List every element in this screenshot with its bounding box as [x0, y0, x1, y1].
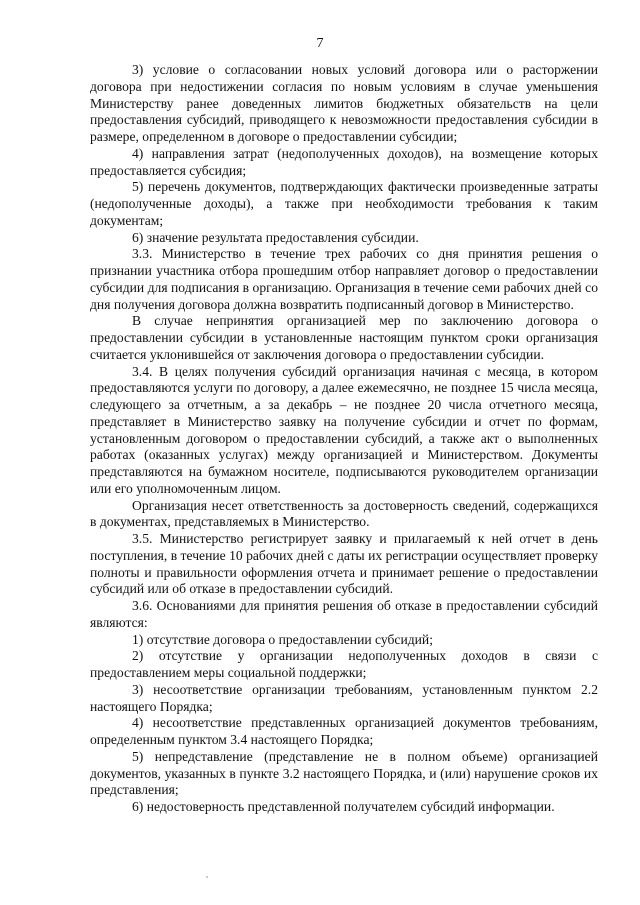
paragraph-item-4-cost-directions: 4) направления затрат (недополученных доходов), на возмещение которых предоставляется субсидия;: [90, 145, 598, 178]
paragraph-section-3-5: 3.5. Министерство регистрирует заявку и прилагаемый к ней отчет в день поступления, в течение 10 рабочих дней с даты их регистрации осуществляет проверку полноты и правильности оформления отчета и принимает решение о предоставлении субсидий или об отказе в предоставлении субсидий.: [90, 531, 598, 597]
paragraph-refusal-reason-4: 4) несоответствие представленных организацией документов требованиям, определенным пунктом 3.4 настоящего Порядка;: [90, 715, 598, 747]
scan-speck: [206, 876, 208, 878]
paragraph-refusal-reason-5: 5) непредставление (представление не в полном объеме) организацией документов, указанных в пункте 3.2 настоящего Порядка, и (или) нарушение сроков их представления;: [90, 748, 598, 798]
paragraph-section-3-6: 3.6. Основаниями для принятия решения об отказе в предоставлении субсидий являются:: [90, 598, 598, 630]
paragraph-refusal-reason-3: 3) несоответствие организации требованиям, установленным пунктом 2.2 настоящего Порядка;: [90, 681, 598, 714]
paragraph-section-3-3-evasion: В случае непринятия организацией мер по заключению договора о предоставлении субсидии в установленные настоящим пунктом сроки организация считается уклонившейся от заключения договора о предоставлении субсидии.: [90, 313, 598, 362]
paragraph-section-3-4-responsibility: Организация несет ответственность за достоверность сведений, содержащихся в документах, представляемых в Министерство.: [90, 497, 598, 530]
paragraph-item-5-documents-list: 5) перечень документов, подтверждающих фактически произведенные затраты (недополученные доходы), а также при необходимости требования к таким документам;: [90, 179, 598, 228]
paragraph-item-6-result-value: 6) значение результата предоставления субсидии.: [132, 229, 419, 245]
paragraph-section-3-4: 3.4. В целях получения субсидий организация начиная с месяца, в котором предоставляются услуги по договору, а далее ежемесячно, не позднее 15 числа месяца, следующего за отчетным, а за декабрь – не позднее 20 числа отчетного месяца, представляет в Министерство заявку на получение субсидии и отчет по формам, установленным договором о предоставлении субсидий, а также акт о выполненных работах (оказанных услугах) между организацией и Министерством. Документы представляются на бумажном носителе, подписываются руководителем организации или его уполномоченным лицом.: [90, 363, 598, 496]
paragraph-refusal-reason-2: 2) отсутствие у организации недополученных доходов в связи с предоставлением меры социальной поддержки;: [90, 648, 598, 680]
page-number: 7: [316, 36, 324, 51]
paragraph-refusal-reason-1: 1) отсутствие договора о предоставлении субсидий;: [132, 631, 433, 647]
paragraph-item-3-agreement-conditions: 3) условие о согласовании новых условий договора или о расторжении договора при недостижении согласия по новым условиям в случае уменьшения Министерству ранее доведенных лимитов бюджетных обязательств на цели предоставления субсидий, приводящего к невозможности предоставления субсидии в размере, определенном в договоре о предоставлении субсидии;: [90, 62, 598, 144]
paragraph-refusal-reason-6: 6) недостоверность представленной получателем субсидий информации.: [132, 799, 555, 814]
document-body: [90, 62, 598, 816]
paragraph-section-3-3: 3.3. Министерство в течение трех рабочих со дня принятия решения о признании участника отбора прошедшим отбор направляет договор о предоставлении субсидии для подписания в организацию. Организация в течение семи рабочих дней со дня получения договора должна возвратить подписанный договор в Министерство.: [90, 246, 598, 312]
